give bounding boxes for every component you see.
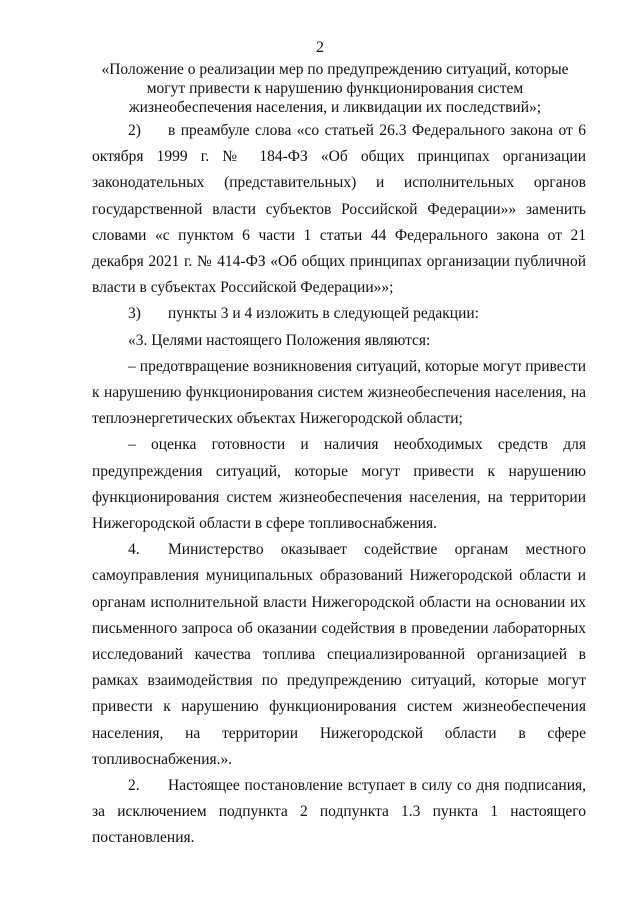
item-3-text: пункты 3 и 4 изложить в следующей редакции: [168, 305, 479, 323]
clause-4-text: Министерство оказывает содействие органам местного самоуправления муниципальных образований Нижегородской области и органам исполнительной власти Нижегородской области на основании их письменного запроса об оказании содействия в проведении лабораторных исследований качества топлива специализированной организацией в рамках взаимодействия по предупреждению ситуаций, которые могут привести к нарушению функционирования систем жизнеобеспечения населения, на территории Нижегородской области в сфере топливоснабжения.». [92, 541, 586, 768]
page-number: 2 [316, 39, 324, 56]
section-2-paragraph [92, 773, 586, 852]
section-2-text: Настоящее постановление вступает в силу со дня подписания, за исключением подпункта 2 подпункта 1.3 пункта 1 настоящего постановления. [92, 777, 586, 847]
document-body [92, 118, 586, 852]
clause-3-bullet: – предотвращение возникновения ситуаций, которые могут привести к нарушению функционирования систем жизнеобеспечения населения, на теплоэнергетических объектах Нижегородской области; [92, 357, 586, 428]
clause-3-heading: «3. Целями настоящего Положения являются: [128, 331, 431, 349]
item-2-number: 2) [128, 122, 141, 139]
item-3-number: 3) [128, 305, 141, 323]
title-line: жизнеобеспечения населения, и ликвидации их последствий»; [128, 99, 542, 116]
item-3-paragraph [92, 301, 586, 327]
item-2-paragraph [92, 118, 586, 301]
quoted-regulation-title [95, 60, 575, 117]
title-line: «Положение о реализации мер по предупреждению ситуаций, которые [101, 61, 569, 78]
clause-4-paragraph [92, 537, 586, 773]
clause-4-number: 4. [128, 541, 140, 559]
item-2-text: в преамбуле слова «со статьей 26.3 Федерального закона от 6 октября 1999 г. № 184-ФЗ «Об общих принципах организации законодательных (представительных) и исполнительных органов государственной власти субъектов Российской Федерации»» заменить словами «с пунктом 6 части 1 статьи 44 Федерального закона от 21 декабря 2021 г. № 414-ФЗ «Об общих принципах организации публичной власти в субъектах Российской Федерации»»; [92, 122, 586, 297]
clause-3-bullet: – оценка готовности и наличия необходимых средств для предупреждения ситуаций, которые могут привести к нарушению функционирования систем жизнеобеспечения населения, на территории Нижегородской области в сфере топливоснабжения. [92, 436, 586, 533]
section-2-number: 2. [128, 777, 140, 795]
title-line: могут привести к нарушению функционирования систем [146, 80, 524, 97]
